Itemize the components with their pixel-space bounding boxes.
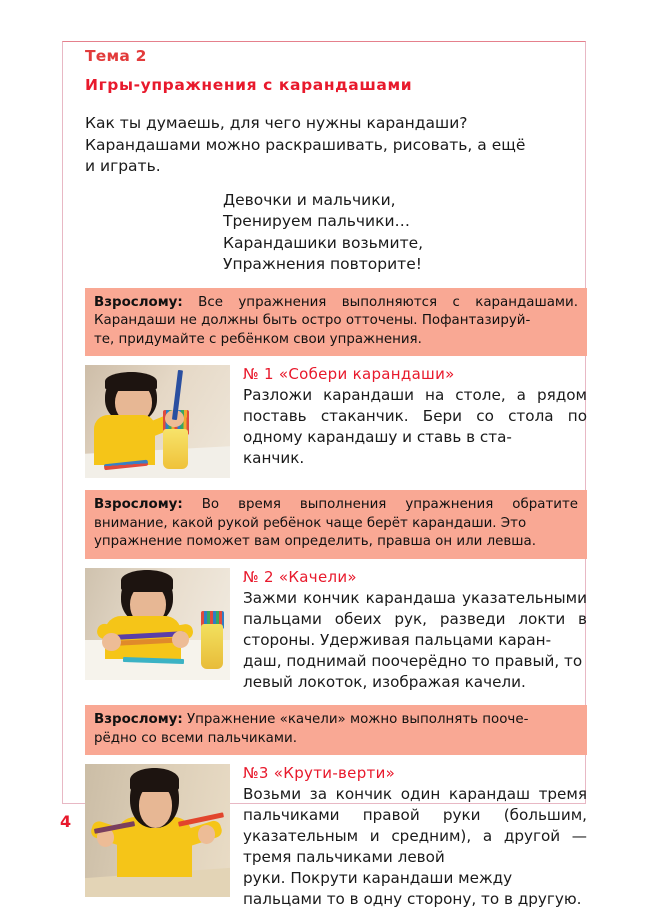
adult-note-label: Взрослому: xyxy=(94,712,183,728)
exercise-1-photo xyxy=(85,365,230,478)
exercise-2-photo xyxy=(85,568,230,680)
exercise-1 xyxy=(85,365,587,478)
intro-line-2: Карандашами можно раскрашивать, рисовать, а ещё xyxy=(85,135,526,154)
exercise-3-photo xyxy=(85,764,230,897)
exercise-2-body xyxy=(243,588,587,693)
exercise-3-body-text: Возьми за кончик один карандаш тремя пальчиками правой руки (большим, указательным и средним), а другой — тремя пальчиками левой xyxy=(243,785,587,867)
adult-note-label: Взрослому: xyxy=(94,497,183,513)
exercise-2-body-text: Зажми кончик карандаша указательными пальцами обеих рук, разведи локти в стороны. Удерживая пальцами каран- xyxy=(243,589,587,650)
poem xyxy=(223,190,587,276)
page-title: Игры-упражнения с карандашами xyxy=(85,76,413,94)
poem-line-3: Карандашики возьмите, xyxy=(223,233,424,252)
poem-line-1: Девочки и мальчики, xyxy=(223,190,396,209)
exercise-2-text-column xyxy=(243,568,587,693)
exercise-1-body xyxy=(243,385,587,469)
exercise-2-body-tail: даш, поднимай поочерёдно то правый, то левый локоток, изображая качели. xyxy=(243,652,583,692)
intro-line-3: и играть. xyxy=(85,157,161,175)
adult-note-3 xyxy=(85,705,587,755)
intro-paragraph xyxy=(85,113,553,178)
page-number: 4 xyxy=(60,812,72,831)
exercise-1-text-column xyxy=(243,365,587,469)
exercise-2-title: № 2 «Качели» xyxy=(243,568,357,587)
adult-note-3-body: Упражнение «качели» можно выполнять пооче- xyxy=(182,712,529,728)
exercise-2 xyxy=(85,568,587,693)
exercise-1-body-text: Разложи карандаши на столе, а рядом поставь стаканчик. Бери со стола по одному карандашу и ставь в ста- xyxy=(243,386,587,447)
adult-note-label: Взрослому: xyxy=(94,294,183,310)
exercise-3-text-column xyxy=(243,764,587,910)
adult-note-1-text xyxy=(94,294,578,331)
topic-label: Тема 2 xyxy=(85,47,147,65)
adult-note-3-tail: рёдно со всеми пальчиками. xyxy=(94,730,297,746)
child-hand-right xyxy=(172,631,189,648)
adult-note-2-body: Во время выполнения упражнения обратите внимание, какой рукой ребёнок чаще берёт карандаши. Это xyxy=(94,497,578,531)
child-hair xyxy=(121,570,173,591)
pencil-cup xyxy=(163,429,188,470)
adult-note-2-tail: упражнение поможет вам определить, правша он или левша. xyxy=(94,534,536,550)
adult-note-1-tail: те, придумайте с ребёнком свои упражнения. xyxy=(94,331,422,347)
exercise-3-body-tail: руки. Покрути карандаши между пальцами то в одну сторону, то в другую. xyxy=(243,869,582,909)
exercise-3-title: №3 «Крути-верти» xyxy=(243,764,396,783)
page-content xyxy=(85,41,587,910)
adult-note-3-text xyxy=(94,711,578,730)
adult-note-1-body: Все упражнения выполняются с карандашами. Карандаши не должны быть остро отточены. Пофантазируй- xyxy=(94,294,578,329)
pencil-cup xyxy=(201,624,223,669)
adult-note-1 xyxy=(85,288,587,357)
exercise-3 xyxy=(85,764,587,910)
poem-line-2: Тренируем пальчики… xyxy=(223,212,411,230)
exercise-1-body-tail: канчик. xyxy=(243,449,305,468)
exercise-1-title: № 1 «Собери карандаши» xyxy=(243,365,455,384)
exercise-3-body xyxy=(243,784,587,910)
adult-note-2 xyxy=(85,490,587,559)
poem-line-4: Упражнения повторите! xyxy=(223,255,422,273)
adult-note-2-text xyxy=(94,496,578,533)
child-hair xyxy=(105,372,157,391)
intro-line-1: Как ты думаешь, для чего нужны карандаши? xyxy=(85,114,468,132)
child-hair xyxy=(130,768,179,792)
